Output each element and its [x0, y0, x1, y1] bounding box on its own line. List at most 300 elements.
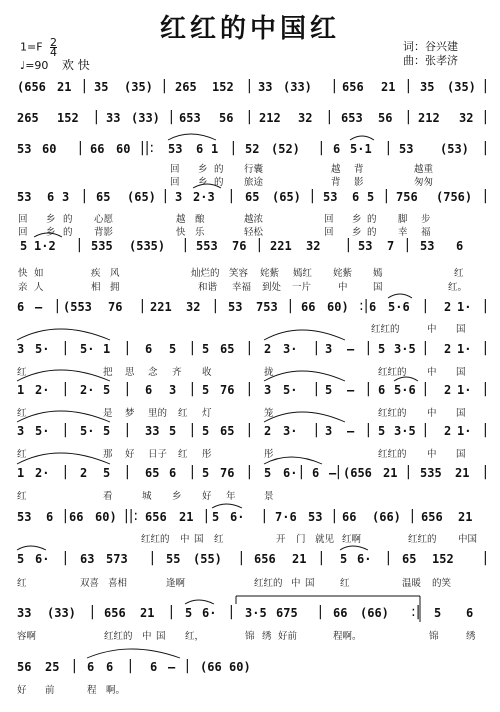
barline: | — [336, 464, 341, 480]
note-group: 2·3 — [193, 190, 215, 204]
note-group: 221 — [150, 300, 172, 314]
note-group: 33 — [17, 606, 32, 620]
lyric-syllable: 年 — [226, 491, 236, 502]
barline: | — [63, 381, 68, 397]
barline: | — [163, 188, 168, 204]
barline: | — [183, 237, 188, 253]
note-group: 21 — [381, 80, 396, 94]
lyric-syllable: 中国 — [458, 534, 478, 545]
notation-row — [0, 300, 500, 316]
note-group: – — [35, 300, 43, 314]
lyric-syllable: 红 — [178, 449, 188, 460]
note-group: (66) — [360, 606, 389, 620]
lyric-syllable: 景 — [264, 491, 274, 502]
note-group: (656 — [343, 466, 372, 480]
lyric-syllable: 疾 — [91, 268, 101, 279]
lyric-syllable: 越重 — [414, 164, 434, 175]
lyric-syllable: 红红的 — [408, 534, 437, 545]
note-group: (33) — [283, 80, 312, 94]
note-group: 6 — [150, 660, 158, 674]
note-group: 5 — [202, 466, 210, 480]
note-group: 5 — [103, 466, 111, 480]
lyric-syllable: 回 — [18, 227, 28, 238]
note-group: 53 — [168, 142, 183, 156]
notation-row — [0, 111, 500, 127]
note-group: 656 — [421, 510, 443, 524]
note-group: 1·2 — [34, 239, 56, 253]
barline: | — [406, 109, 411, 125]
lyric-syllable: 绣 — [262, 631, 272, 642]
note-group: 56 — [219, 111, 234, 125]
lyric-syllable: 齐 — [172, 367, 182, 378]
lyric-syllable: 梦 — [125, 408, 135, 419]
lyric-syllable: 红 — [17, 449, 27, 460]
lyric-syllable: 那 — [103, 449, 113, 460]
barline: | — [77, 237, 82, 253]
barline: | — [90, 604, 95, 620]
note-group: 53 — [17, 190, 32, 204]
note-group: 60) — [95, 510, 117, 524]
note-group: 53 — [308, 510, 323, 524]
note-group: 66 — [333, 606, 348, 620]
lyric-syllable: 回 — [324, 227, 334, 238]
barline: | — [63, 340, 68, 356]
lyric-syllable: 回 — [170, 164, 180, 175]
note-group: 3 — [17, 424, 25, 438]
lyric-syllable: 红红的 — [371, 324, 400, 335]
note-group: 535 — [91, 239, 113, 253]
note-group: 5 — [103, 424, 111, 438]
barline: | — [247, 340, 252, 356]
slur-mark — [168, 134, 216, 140]
barline: | — [94, 109, 99, 125]
lyric-syllable: 红 — [17, 367, 27, 378]
note-group: 6 — [333, 142, 341, 156]
note-group: 5·6 — [394, 383, 416, 397]
note-group: 60) — [327, 300, 349, 314]
lyric-syllable: 中 — [338, 282, 348, 293]
lyric-syllable: 看 — [103, 491, 113, 502]
barline: | — [366, 340, 371, 356]
note-group: 5· — [283, 383, 298, 397]
lyric-syllable: 的 — [214, 177, 224, 188]
lyric-row — [0, 446, 500, 462]
lyric-syllable: 红 — [178, 408, 188, 419]
lyric-syllable: 温暖 — [402, 578, 422, 589]
barline: | — [63, 422, 68, 438]
note-group: 5 — [185, 606, 193, 620]
lyric-syllable: 国 — [456, 367, 466, 378]
lyric-syllable: 乡 — [172, 491, 182, 502]
lyric-syllable: 福 — [421, 227, 431, 238]
lyric-syllable: 国 — [156, 631, 166, 642]
barline: | — [386, 550, 391, 566]
note-group: 5 — [20, 239, 28, 253]
lyric-syllable: 行囊 — [244, 164, 264, 175]
lyric-syllable: 好 — [17, 685, 27, 696]
barline: | — [299, 464, 304, 480]
barline: ||: — [140, 140, 155, 156]
notation-row — [0, 190, 500, 206]
note-group: 6 — [369, 300, 377, 314]
note-group: 21 — [179, 510, 194, 524]
note-group: 5· — [80, 342, 95, 356]
note-group: 6 — [17, 300, 25, 314]
note-group: 53 — [323, 190, 338, 204]
barline: | — [483, 422, 488, 438]
lyric-row — [0, 682, 500, 698]
note-group: 3·5 — [394, 342, 416, 356]
slur-mark — [87, 649, 180, 658]
note-group: 675 — [276, 606, 298, 620]
barline: | — [319, 140, 324, 156]
note-group: 5·1 — [350, 142, 372, 156]
notation-row — [0, 660, 500, 676]
lyric-syllable: 日子 — [148, 449, 168, 460]
lyric-syllable: 亲 — [18, 282, 28, 293]
lyric-syllable: 门 — [296, 534, 306, 545]
time-signature — [50, 38, 57, 57]
barline: | — [72, 658, 77, 674]
lyric-syllable: 中 — [427, 367, 437, 378]
note-group: 65 — [402, 552, 417, 566]
note-group: 6 — [312, 466, 320, 480]
note-group: 65 — [220, 424, 235, 438]
lyric-syllable: 国 — [373, 282, 383, 293]
lyric-syllable: 乡 — [352, 227, 362, 238]
note-group: 25 — [45, 660, 60, 674]
note-group: 1 — [211, 142, 219, 156]
lyric-syllable: 念 — [148, 367, 158, 378]
lyric-syllable: 啊。 — [106, 685, 126, 696]
note-group: 53 — [399, 142, 414, 156]
barline: | — [128, 658, 133, 674]
lyric-syllable: 乐 — [195, 227, 205, 238]
barline: ||: — [124, 508, 139, 524]
lyric-syllable: 红红的 — [254, 578, 283, 589]
note-group: 656 — [145, 510, 167, 524]
barline: | — [314, 340, 319, 356]
notation-row — [0, 424, 500, 440]
note-group: 2 — [444, 424, 452, 438]
lyric-syllable: 笑容 — [229, 268, 249, 279]
note-group: 60 — [42, 142, 57, 156]
note-group: 6 — [169, 466, 177, 480]
note-group: (33) — [131, 111, 160, 125]
barline: | — [247, 464, 252, 480]
lyric-syllable: 双喜 — [80, 578, 100, 589]
lyric-syllable: 绣 — [466, 631, 476, 642]
note-group: 2 — [444, 342, 452, 356]
barline: | — [314, 422, 319, 438]
lyric-syllable: 灿烂的 — [191, 268, 220, 279]
slur-mark — [212, 504, 242, 508]
barline: | — [190, 381, 195, 397]
note-group: 3 — [62, 190, 70, 204]
note-group: 2 — [80, 466, 88, 480]
lyric-syllable: 好前 — [278, 631, 298, 642]
note-group: 6· — [230, 510, 245, 524]
note-group: 1 — [17, 466, 25, 480]
key-signature: 1=F — [20, 40, 43, 54]
lyric-syllable: 就见 — [315, 534, 335, 545]
note-group: 2· — [35, 466, 50, 480]
note-group: 756 — [396, 190, 418, 204]
note-group: – — [347, 424, 355, 438]
lyric-syllable: 乡 — [46, 214, 56, 225]
barline: | — [262, 508, 267, 524]
lyric-syllable: 旅途 — [244, 177, 264, 188]
lyric-syllable: 国 — [456, 408, 466, 419]
lyric-syllable: 拥 — [110, 282, 120, 293]
barline: | — [125, 340, 130, 356]
note-group: 5 — [103, 383, 111, 397]
note-group: 76 — [232, 239, 247, 253]
barline: | — [423, 298, 428, 314]
note-group: 5 — [202, 383, 210, 397]
note-group: 5·6 — [388, 300, 410, 314]
barline: | — [423, 422, 428, 438]
note-group: 60) — [229, 660, 251, 674]
lyric-syllable: 酿 — [195, 214, 205, 225]
note-group: 5 — [17, 552, 25, 566]
note-group: 65 — [220, 342, 235, 356]
note-group: 65 — [245, 190, 260, 204]
barline: | — [247, 422, 252, 438]
tempo-text: 欢 快 — [61, 58, 90, 72]
note-group: (65) — [272, 190, 301, 204]
note-group: 5 — [212, 510, 220, 524]
lyric-syllable: 幸福 — [232, 282, 252, 293]
note-group: 535 — [420, 466, 442, 480]
lyric-syllable: 中 — [427, 324, 437, 335]
lyric-syllable: 中 — [291, 578, 301, 589]
lyric-syllable: 背 — [331, 177, 341, 188]
lyric-syllable: 红 — [454, 268, 464, 279]
lyric-syllable: 中 — [142, 631, 152, 642]
lyric-syllable: 心愿 — [94, 214, 114, 225]
lyric-syllable: 是 — [103, 408, 113, 419]
barline: :| — [359, 298, 369, 314]
barline: | — [288, 298, 293, 314]
note-group: 653 — [341, 111, 363, 125]
note-group: 152 — [57, 111, 79, 125]
note-group: 52 — [245, 142, 260, 156]
lyric-syllable: 中 — [427, 449, 437, 460]
lyric-syllable: 的 — [367, 227, 377, 238]
note-group: 265 — [17, 111, 39, 125]
lyric-syllable: 国 — [305, 578, 315, 589]
barline: | — [319, 550, 324, 566]
lyric-syllable: 风 — [110, 268, 120, 279]
slur-mark — [185, 600, 214, 604]
lyric-syllable: 国 — [456, 324, 466, 335]
lyric-syllable: 乡 — [198, 164, 208, 175]
lyric-syllable: 快 — [176, 227, 186, 238]
lyric-syllable: 容啊 — [17, 631, 37, 642]
lyric-row — [0, 224, 500, 240]
barline: | — [190, 340, 195, 356]
note-group: 5 — [169, 342, 177, 356]
lyric-syllable: 红 — [17, 408, 27, 419]
barline: | — [63, 464, 68, 480]
note-group: 56 — [378, 111, 393, 125]
lyric-syllable: 红 — [340, 578, 350, 589]
lyric-syllable: 乡 — [198, 177, 208, 188]
note-group: 2 — [264, 424, 272, 438]
lyric-syllable: 红红的 — [378, 449, 407, 460]
barline: | — [310, 188, 315, 204]
lyric-syllable: 的 — [214, 164, 224, 175]
notation-row — [0, 239, 500, 255]
barline: | — [327, 109, 332, 125]
note-group: 656 — [254, 552, 276, 566]
note-group: 32 — [186, 300, 201, 314]
note-group: 56 — [17, 660, 32, 674]
barline: | — [483, 109, 488, 125]
note-group: 66 — [69, 510, 84, 524]
note-group: 6 — [46, 510, 54, 524]
lyric-syllable: 逢啊 — [166, 578, 186, 589]
note-group: 656 — [342, 80, 364, 94]
barline: | — [314, 381, 319, 397]
note-group: 5 — [264, 466, 272, 480]
lyric-syllable: 好 — [125, 449, 135, 460]
lyric-syllable: 回 — [170, 177, 180, 188]
lyric-syllable: 锦 — [245, 631, 255, 642]
note-group: 3·5 — [245, 606, 267, 620]
barline: :| — [411, 604, 421, 620]
barline: | — [247, 109, 252, 125]
barline: | — [125, 464, 130, 480]
lyric-syllable: 越 — [176, 214, 186, 225]
notation-row — [0, 552, 500, 568]
note-group: 753 — [256, 300, 278, 314]
note-group: 653 — [179, 111, 201, 125]
lyric-row — [0, 628, 500, 644]
note-group: – — [347, 383, 355, 397]
lyric-syllable: 国 — [456, 449, 466, 460]
note-group: 2 — [444, 383, 452, 397]
lyric-syllable: 的 — [63, 227, 73, 238]
note-group: (35) — [447, 80, 476, 94]
note-group: 265 — [175, 80, 197, 94]
barline: | — [332, 508, 337, 524]
lyric-row — [0, 405, 500, 421]
barline: | — [190, 464, 195, 480]
barline: | — [185, 658, 190, 674]
lyric-syllable: 红红的 — [141, 534, 170, 545]
lyric-syllable: 相 — [91, 282, 101, 293]
note-group: 5 — [367, 190, 375, 204]
note-group: 3 — [17, 342, 25, 356]
barline: | — [483, 188, 488, 204]
lyric-syllable: 一片 — [292, 282, 312, 293]
key-tempo-block — [20, 38, 90, 72]
lyric-row — [0, 531, 500, 547]
note-group: 66 — [301, 300, 316, 314]
note-group: 553 — [196, 239, 218, 253]
barline: | — [213, 298, 218, 314]
barline: | — [229, 604, 234, 620]
lyric-syllable: 如 — [34, 268, 44, 279]
lyric-syllable: 匆匆 — [414, 177, 434, 188]
note-group: 1 — [103, 342, 111, 356]
note-group: (656 — [17, 80, 46, 94]
note-group: 3 — [175, 190, 183, 204]
note-group: 3·5 — [394, 424, 416, 438]
barline: | — [125, 381, 130, 397]
barline: | — [346, 237, 351, 253]
barline: | — [257, 237, 262, 253]
lyric-syllable: 的笑 — [432, 578, 452, 589]
note-group: – — [168, 660, 176, 674]
lyric-syllable: 思 — [125, 367, 135, 378]
barline: | — [229, 188, 234, 204]
credits — [403, 40, 458, 68]
barline: | — [406, 78, 411, 94]
note-group: 21 — [458, 510, 473, 524]
notation-row — [0, 466, 500, 482]
barline: | — [366, 422, 371, 438]
note-group: 53 — [17, 142, 32, 156]
barline: | — [483, 78, 488, 94]
tempo-marking: ♩=90 — [20, 59, 49, 72]
lyric-syllable: 乡 — [352, 214, 362, 225]
barline: | — [82, 188, 87, 204]
time-signature-top: 2 — [50, 36, 58, 49]
note-group: 76 — [220, 383, 235, 397]
barline: | — [423, 381, 428, 397]
note-group: 5 — [169, 424, 177, 438]
barline: | — [318, 604, 323, 620]
lyric-syllable: 锦 — [429, 631, 439, 642]
note-group: 2· — [35, 383, 50, 397]
lyric-syllable: 红啊 — [342, 534, 362, 545]
lyric-syllable: 和谐 — [198, 282, 218, 293]
note-group: 1· — [457, 300, 472, 314]
note-group: 6 — [87, 660, 95, 674]
lyric-syllable: 彤 — [264, 449, 274, 460]
note-group: 53 — [17, 510, 32, 524]
lyric-row — [0, 279, 500, 295]
time-signature-bottom: 4 — [50, 46, 58, 59]
lyric-row — [0, 488, 500, 504]
notation-row — [0, 510, 500, 526]
barline: | — [63, 508, 68, 524]
note-group: (52) — [271, 142, 300, 156]
barline: | — [483, 381, 488, 397]
note-group: 7 — [387, 239, 395, 253]
barline: | — [483, 298, 488, 314]
note-group: (66 — [200, 660, 222, 674]
note-group: 21 — [383, 466, 398, 480]
barline: | — [405, 237, 410, 253]
barline: | — [63, 550, 68, 566]
note-group: (553 — [63, 300, 92, 314]
note-group: 3· — [283, 342, 298, 356]
note-group: (55) — [193, 552, 222, 566]
note-group: 5· — [35, 342, 50, 356]
note-group: 5· — [80, 424, 95, 438]
lyric-syllable: 彤 — [202, 449, 212, 460]
note-group: 6 — [145, 342, 153, 356]
barline: | — [78, 140, 83, 156]
note-group: 3 — [325, 342, 333, 356]
note-group: 66 — [342, 510, 357, 524]
note-group: 35 — [94, 80, 109, 94]
barline: | — [204, 508, 209, 524]
